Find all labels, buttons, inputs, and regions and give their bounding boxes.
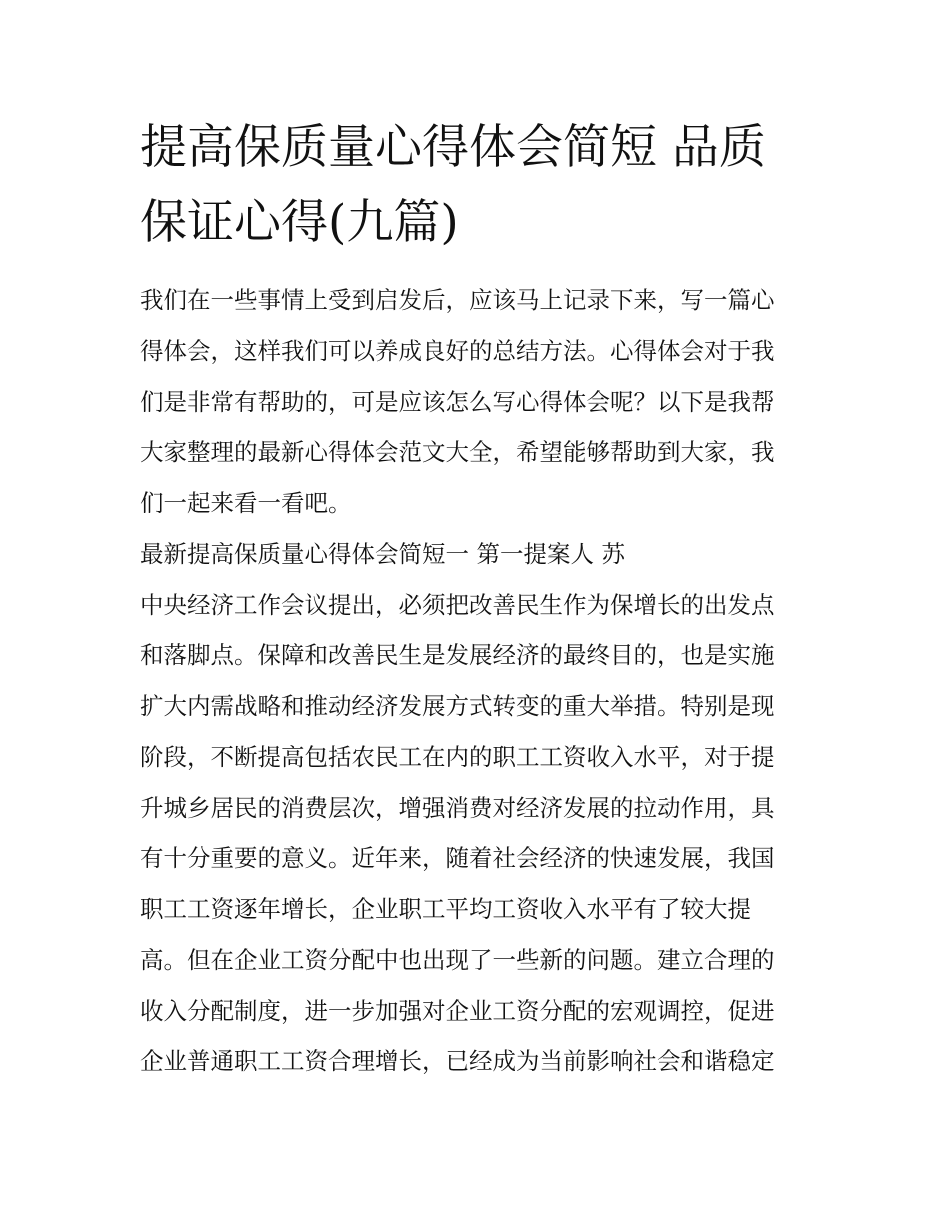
- body-paragraph-line: 中央经济工作会议提出，必须把改善民生作为保增长的出发点: [140, 591, 775, 619]
- body-paragraph-line: 和落脚点。保障和改善民生是发展经济的最终目的，也是实施: [140, 641, 775, 669]
- intro-paragraph-line: 们一起来看一看吧。: [140, 489, 352, 517]
- intro-paragraph-line: 大家整理的最新心得体会范文大全，希望能够帮助到大家，我: [140, 438, 775, 466]
- body-paragraph-line: 职工工资逐年增长，企业职工平均工资收入水平有了较大提: [140, 895, 751, 923]
- document-title-line-2: 保证心得(九篇): [140, 195, 459, 250]
- body-paragraph-line: 企业普通职工工资合理增长，已经成为当前影响社会和谐稳定: [140, 1047, 775, 1075]
- intro-paragraph-line: 们是非常有帮助的，可是应该怎么写心得体会呢？以下是我帮: [140, 388, 775, 416]
- body-paragraph-line: 扩大内需战略和推动经济发展方式转变的重大举措。特别是现: [140, 692, 775, 720]
- body-paragraph-line: 高。但在企业工资分配中也出现了一些新的问题。建立合理的: [140, 946, 775, 974]
- body-paragraph-line: 升城乡居民的消费层次，增强消费对经济发展的拉动作用，具: [140, 794, 775, 822]
- body-paragraph-line: 有十分重要的意义。近年来，随着社会经济的快速发展，我国: [140, 844, 775, 872]
- intro-paragraph-line: 得体会，这样我们可以养成良好的总结方法。心得体会对于我: [140, 337, 775, 365]
- section-heading: 最新提高保质量心得体会简短一 第一提案人 苏: [140, 540, 625, 568]
- body-paragraph-line: 阶段，不断提高包括农民工在内的职工工资收入水平，对于提: [140, 743, 775, 771]
- body-paragraph-line: 收入分配制度，进一步加强对企业工资分配的宏观调控，促进: [140, 997, 775, 1025]
- intro-paragraph-line: 我们在一些事情上受到启发后，应该马上记录下来，写一篇心: [140, 286, 775, 314]
- document-title-line-1: 提高保质量心得体会简短 品质: [140, 120, 766, 175]
